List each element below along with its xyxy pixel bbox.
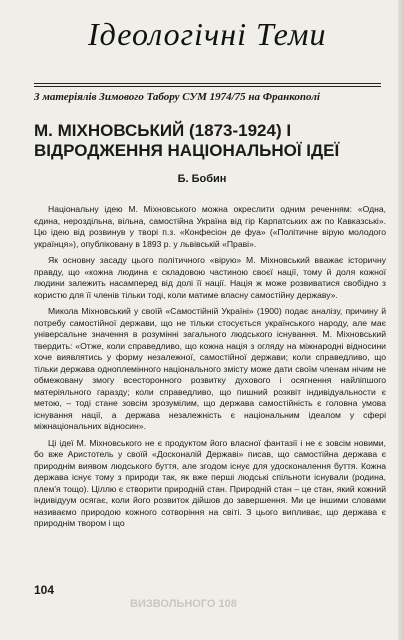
article-headline: М. МІХНОВСЬКИЙ (1873-1924) І ВІДРОДЖЕННЯ НАЦІОНАЛЬНОЇ ІДЕЇ <box>34 121 340 160</box>
article-body <box>34 204 386 535</box>
article-source: З матеріялів Зимового Табору СУМ 1974/75 на Франкополі <box>34 91 320 103</box>
paragraph: Як основну засаду цього політичного «вірую» М. Міхновський вважає історичну правду, що «кожна людина є складовою частиною своєї нації, тому й доля кожної людини залежить насамперед від долі її нації. Нація ж може розвиватися свобідно з користю для її членів тільки тоді, коли матиме власну самостійну державу». <box>34 255 386 300</box>
title-rule-secondary <box>34 86 381 87</box>
paragraph: Ці ідеї М. Міхновського не є продуктом його власної фантазії і не є зовсім новими, бо вже Аристотель у своїй «Досконалій Державі» писав, що самостійна держава є природнім виявом людського буття, але згодом існує для удосконалення буття. Кожна держава існує тому з природи так, як вже перші людські спільноти існували (родина, плем'я тощо). Ціллю є створити природній стан. Природній стан – це стан, який кожний індивідуум осягає, коли його розвиток дійшов до завершення. Ми це іншими словами називаємо природою кожного сотворіння на світі. З цього випливає, що держава є природнім твором і що <box>34 437 386 528</box>
page-number: 104 <box>34 583 55 597</box>
article-author: Б. Бобин <box>177 173 227 185</box>
section-title: Ідеологічні Теми <box>88 16 327 52</box>
title-rule <box>34 83 381 84</box>
paragraph: Микола Міхновський у своїй «Самостійній Україні» (1900) подає аналізу, причину й потребу самостійної держави, що не тільки стосується українського народу, але має універсальне значення в розумінні загального людського існування. М. Міхновський твердить: «Отже, коли справедливо, що кожна нація з огляду на міжнародні відносини хоче виявлятись у форму незалежної, самостійної держави; коли справедливо, що тільки держава одноплемінного національного змісту може дати своїм членам нічим не обмежовану змогу всесторонного розвитку духового і осягнення найліпшого матеріяльного гаразду; коли справедливо, що пишний розквіт індивідуальности є метою, – тоді стане зовсім зрозумілим, що держава самостійність є головна умова існування нації, а держава незалежність є національним ідеалом у сфері міжнаціональних відносин». <box>34 306 386 431</box>
page-edge <box>398 0 404 640</box>
paragraph: Національну ідею М. Міхновського можна окреслити одним реченням: «Одна, єдина, нероздільна, вільна, самостійна Україна від гір Карпатських аж по Кавказські». Цю ідею від розвинув у творі п.з. «Конфесіон де фуа» («Політичне вірую молодого українця»), опубліковану в 1893 р. у львівській «Праві». <box>34 204 386 249</box>
bleed-through-text: ВИЗВОЛЬНОГО 108 <box>130 598 237 610</box>
